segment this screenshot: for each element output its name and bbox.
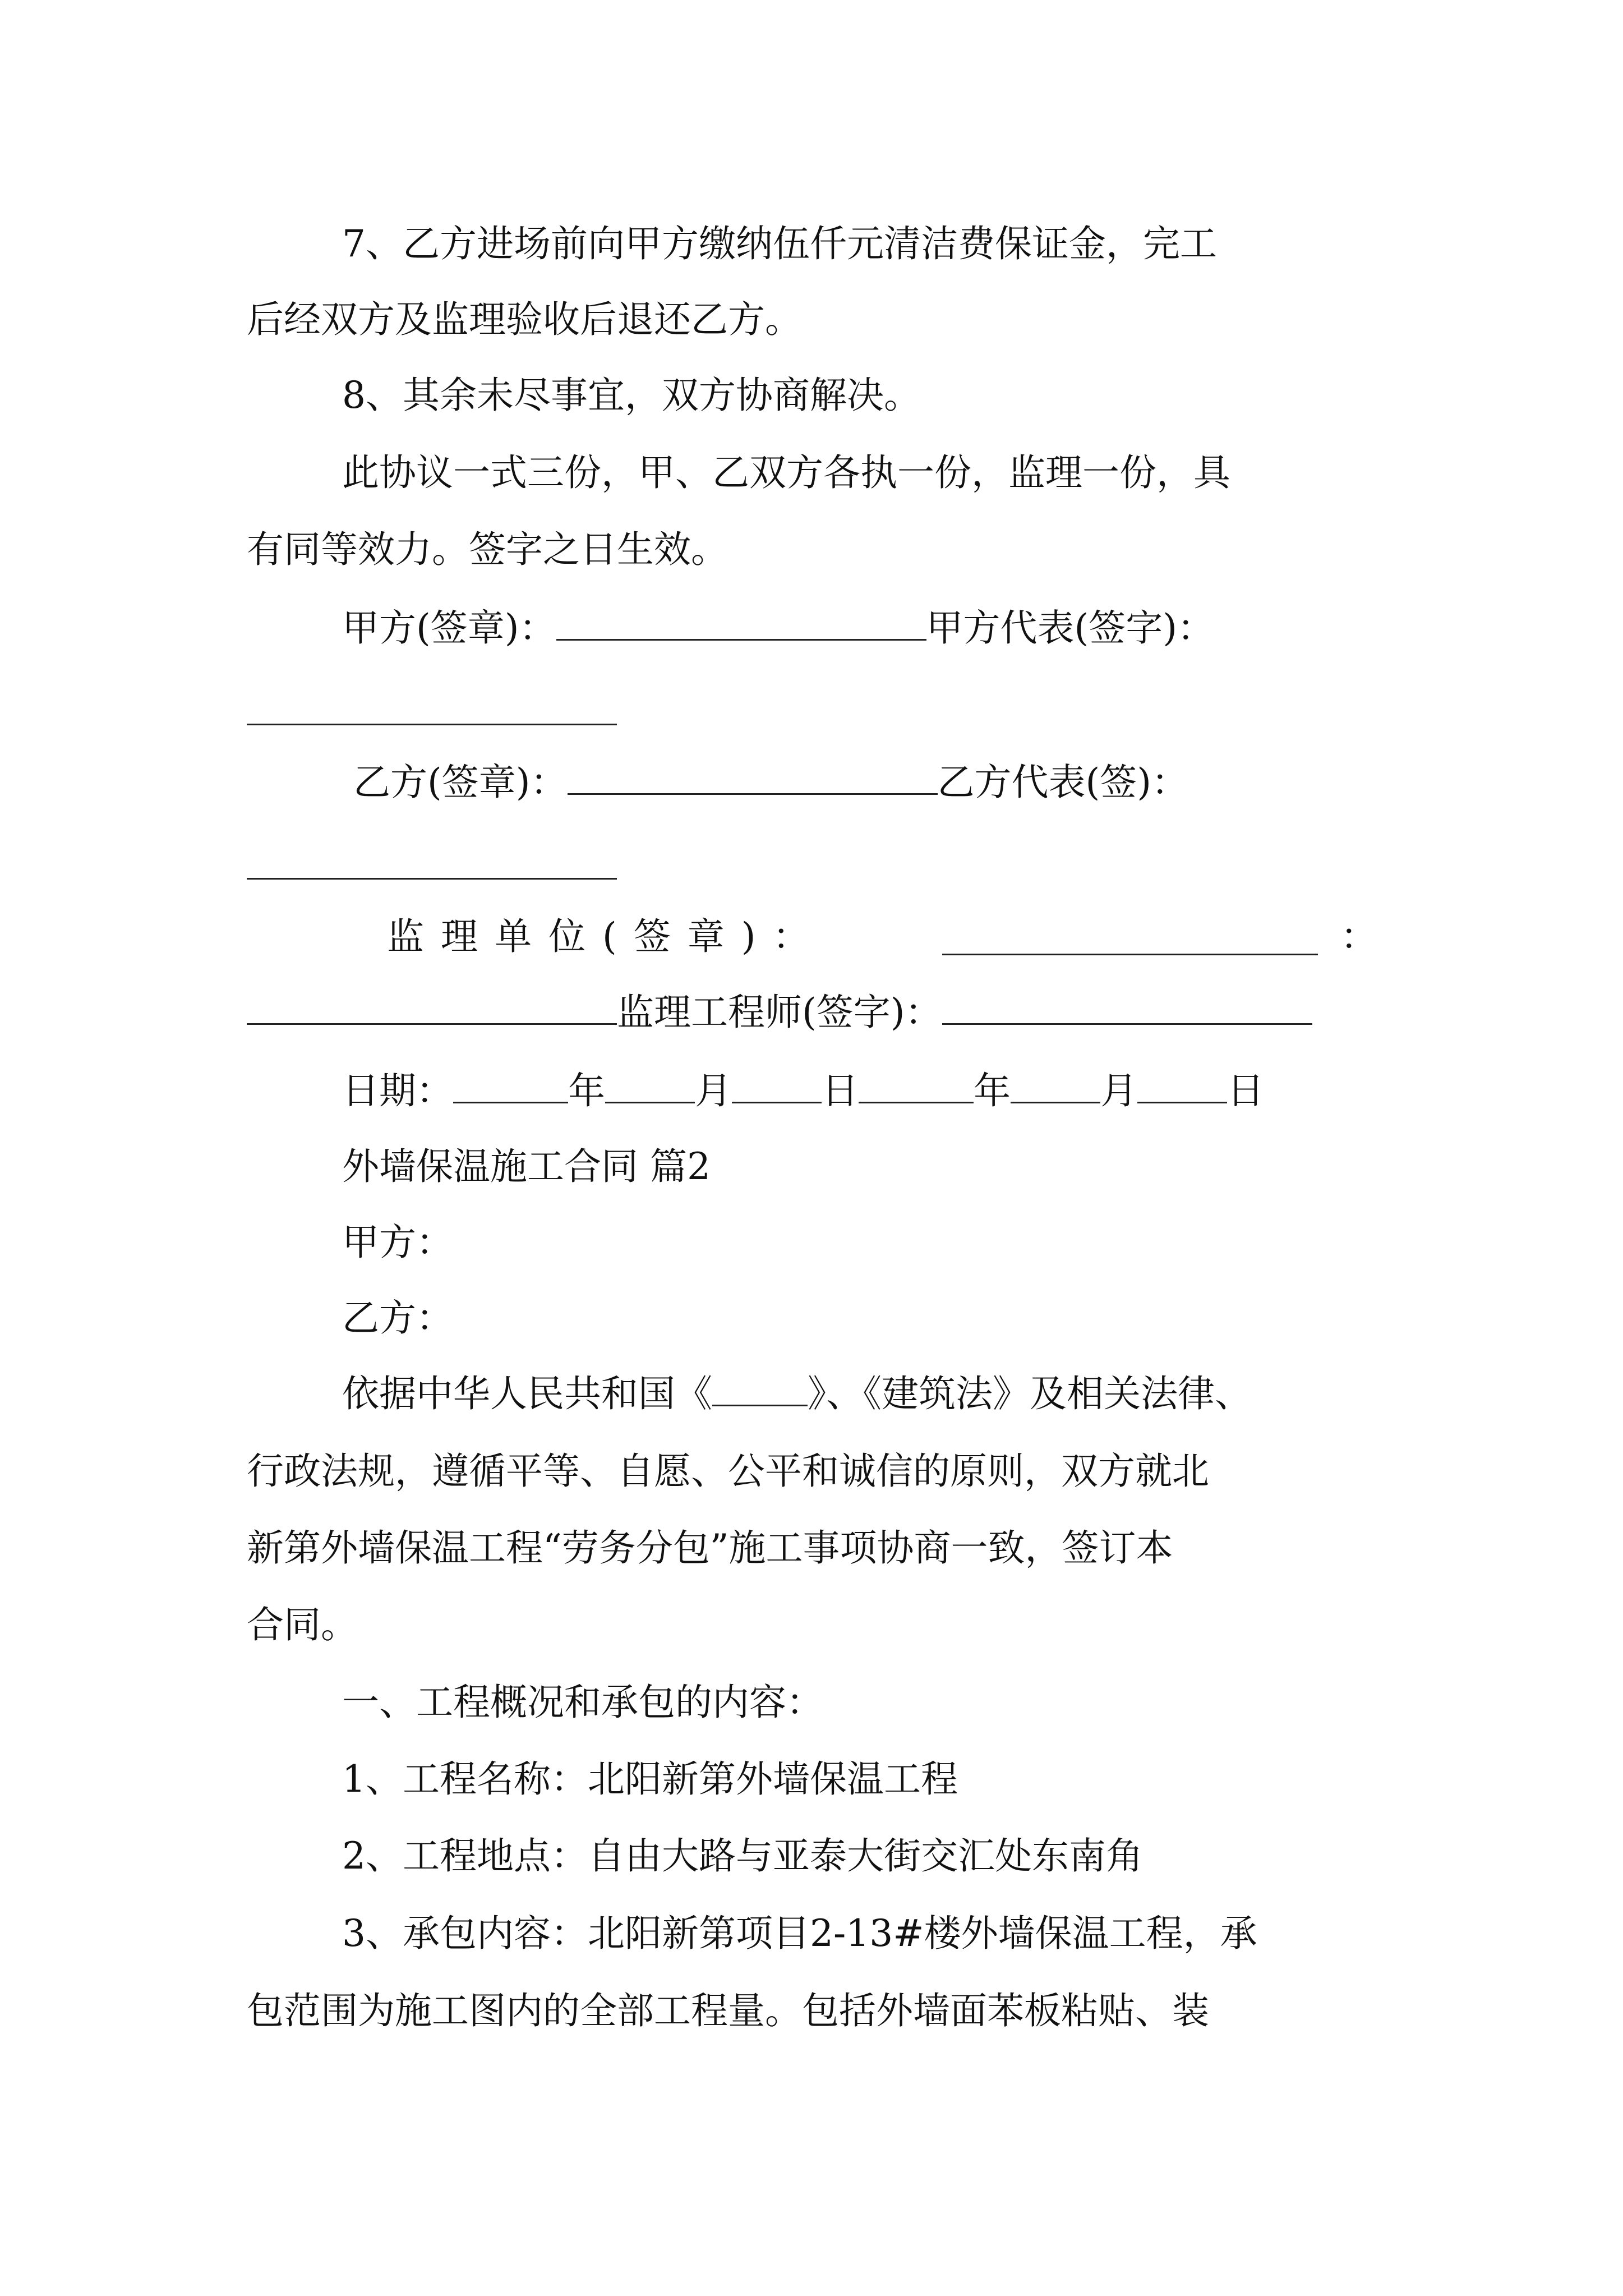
year-blank-2[interactable] xyxy=(859,1067,974,1103)
item-7-text-1: 7、乙方进场前向甲方缴纳伍仟元清洁费保证金，完工 xyxy=(342,222,1217,265)
basis-line-2: 行政法规，遵循平等、自愿、公平和诚信的原则，双方就北 xyxy=(247,1450,1209,1493)
month-blank-1[interactable] xyxy=(605,1067,695,1103)
supervisor-engineer-blank[interactable] xyxy=(942,988,1312,1025)
copies-line-1: 此协议一式三份，甲、乙双方各执一份，监理一份，具 xyxy=(342,451,1230,494)
party-a-rep-label: 甲方代表(签字)： xyxy=(926,606,1214,650)
party-b-rep-label: 乙方代表(签)： xyxy=(937,761,1188,804)
year-blank-1[interactable] xyxy=(453,1067,568,1103)
supervisor-unit-row xyxy=(387,912,827,962)
supervisor-blank-left[interactable] xyxy=(247,988,617,1025)
party-a-seal-blank[interactable] xyxy=(556,604,926,641)
day-blank-1[interactable] xyxy=(732,1067,822,1103)
party-b-seal-label: 乙方(签章)： xyxy=(353,761,568,804)
supervisor-colon: ： xyxy=(1340,915,1377,958)
supervisor-engineer-label: 监理工程师(签字)： xyxy=(617,991,942,1034)
month-blank-2[interactable] xyxy=(1011,1067,1100,1103)
party-a-rep-blank[interactable] xyxy=(247,724,617,725)
section-2-title: 外墙保温施工合同 篇2 xyxy=(342,1145,711,1188)
basis-line-4: 合同。 xyxy=(247,1603,358,1646)
party-b-rep-blank[interactable] xyxy=(247,878,617,880)
item-8: 8、其余未尽事宜，双方协商解决。 xyxy=(342,374,921,417)
item-7-line-1 xyxy=(342,219,1385,269)
basis-line-1 xyxy=(342,1369,1252,1419)
year-label-2: 年 xyxy=(974,1069,1011,1112)
item-1: 1、工程名称：北阳新第外墙保温工程 xyxy=(342,1757,958,1801)
year-label-1: 年 xyxy=(568,1069,605,1112)
item-3-line-1: 3、承包内容：北阳新第项目2-13#楼外墙保温工程，承 xyxy=(342,1912,1257,1955)
day-label-2: 日 xyxy=(1227,1069,1264,1112)
party-a-line: 甲方： xyxy=(342,1221,453,1264)
copies-line-2: 有同等效力。签字之日生效。 xyxy=(247,528,728,571)
date-label: 日期： xyxy=(342,1069,453,1112)
supervisor-engineer-row xyxy=(247,987,1312,1038)
party-b-seal-blank[interactable] xyxy=(568,758,938,795)
party-a-signature-row xyxy=(342,603,1214,654)
heading-1: 一、工程概况和承包的内容： xyxy=(342,1681,823,1724)
item-7-line-2: 后经双方及监理验收后退还乙方。 xyxy=(247,298,802,341)
basis-line-1-a: 依据中华人民共和国《 xyxy=(342,1372,712,1415)
supervisor-unit-label: 监理单位(签章)： xyxy=(387,915,827,958)
basis-line-1-b: 》、《建筑法》及相关法律、 xyxy=(808,1372,1252,1415)
basis-line-3: 新第外墙保温工程“劳务分包”施工事项协商一致，签订本 xyxy=(247,1526,1173,1570)
date-row xyxy=(342,1066,1264,1116)
month-label-1: 月 xyxy=(695,1069,732,1112)
party-a-seal-label: 甲方(签章)： xyxy=(342,606,556,650)
party-b-line: 乙方： xyxy=(342,1296,453,1340)
day-label-1: 日 xyxy=(822,1069,859,1112)
party-b-signature-row xyxy=(353,757,1188,808)
item-2: 2、工程地点：自由大路与亚泰大街交汇处东南角 xyxy=(342,1834,1143,1878)
item-3-line-2: 包范围为施工图内的全部工程量。包括外墙面苯板粘贴、装 xyxy=(247,1989,1209,2032)
month-label-2: 月 xyxy=(1100,1069,1137,1112)
day-blank-2[interactable] xyxy=(1137,1067,1227,1103)
law-name-blank[interactable] xyxy=(712,1370,808,1406)
supervisor-unit-blank[interactable] xyxy=(942,954,1318,955)
